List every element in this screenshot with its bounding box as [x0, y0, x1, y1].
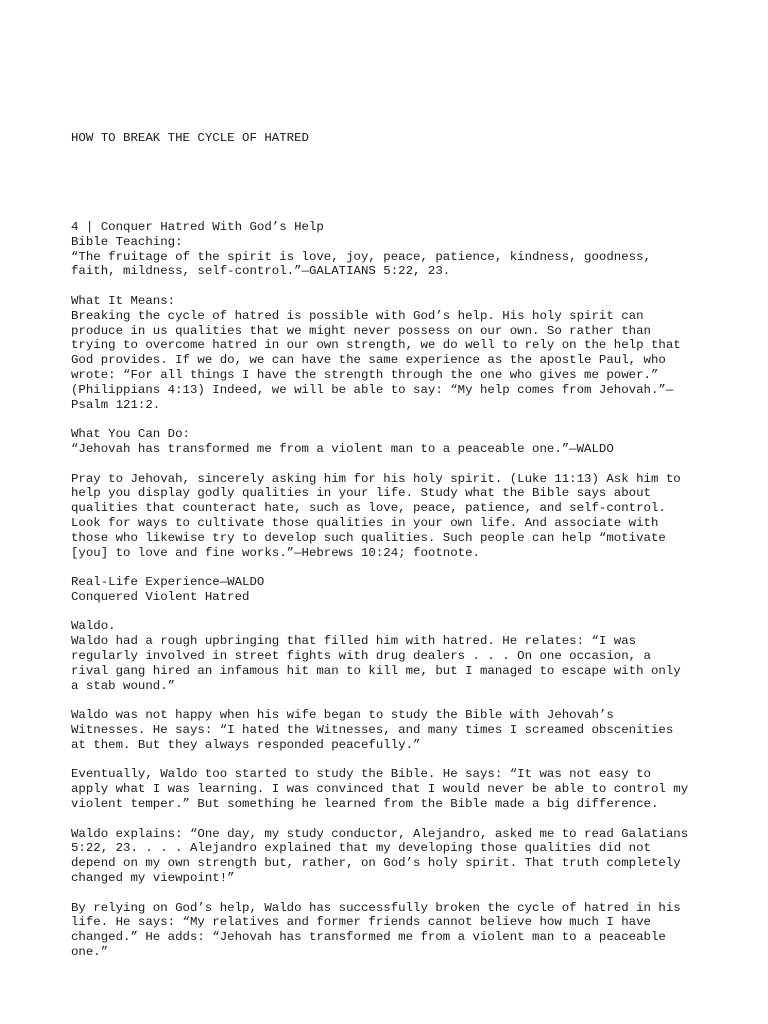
text-line: Waldo explains: “One day, my study conductor, Alejandro, asked me to read Galatians	[71, 826, 689, 841]
text-line: Look for ways to cultivate those qualities in your own life. And associate with	[71, 515, 659, 530]
text-line: Waldo had a rough upbringing that filled him with hatred. He relates: “I was	[71, 634, 637, 649]
text-line: changed.” He adds: “Jehovah has transformed me from a violent man to a peaceable	[71, 930, 666, 945]
text-line: Waldo was not happy when his wife began to study the Bible with Jehovah’s	[71, 708, 614, 723]
text-line: Waldo.	[71, 619, 116, 634]
text-line: help you display godly qualities in your life. Study what the Bible says about	[71, 486, 651, 501]
text-line: “The fruitage of the spirit is love, joy, peace, patience, kindness, goodness,	[71, 249, 651, 264]
text-line: What You Can Do:	[71, 427, 190, 442]
text-line: God provides. If we do, we can have the same experience as the apostle Paul, who	[71, 353, 666, 368]
text-line: By relying on God’s help, Waldo has successfully broken the cycle of hatred in his	[71, 900, 681, 915]
text-line: Psalm 121:2.	[71, 397, 161, 412]
text-line: changed my viewpoint!”	[71, 871, 235, 886]
paragraph	[71, 901, 731, 960]
text-line: [you] to love and fine works.”—Hebrews 10:24; footnote.	[71, 545, 480, 560]
text-line: Witnesses. He says: “I hated the Witnesses, and many times I screamed obscenities	[71, 723, 674, 738]
paragraph	[71, 767, 731, 811]
document-title: HOW TO BREAK THE CYCLE OF HATRED	[71, 131, 309, 146]
paragraph	[71, 827, 731, 886]
text-line: depend on my own strength but, rather, on God’s holy spirit. That truth completely	[71, 856, 681, 871]
text-line: What It Means:	[71, 293, 176, 308]
text-line: rival gang hired an infamous hit man to kill me, but I managed to escape with only	[71, 663, 681, 678]
text-line: regularly involved in street fights with drug dealers . . . On one occasion, a	[71, 649, 651, 664]
paragraph	[71, 575, 731, 605]
text-line: Bible Teaching:	[71, 234, 183, 249]
paragraph	[71, 220, 731, 279]
text-line: “Jehovah has transformed me from a violent man to a peaceable one.”—WALDO	[71, 441, 614, 456]
text-line: a stab wound.”	[71, 678, 176, 693]
text-line: those who likewise try to develop such qualities. Such people can help “motivate	[71, 530, 666, 545]
text-line: Conquered Violent Hatred	[71, 589, 250, 604]
text-line: Real-Life Experience—WALDO	[71, 575, 265, 590]
text-line: qualities that counteract hate, such as love, peace, patience, and self-control.	[71, 501, 666, 516]
text-line: wrote: “For all things I have the strength through the one who gives me power.”	[71, 367, 659, 382]
document-page	[71, 72, 731, 989]
document-title-block	[71, 102, 731, 176]
paragraph	[71, 708, 731, 752]
text-line: violent temper.” But something he learned from the Bible made a big difference.	[71, 797, 659, 812]
text-line: Eventually, Waldo too started to study the Bible. He says: “It was not easy to	[71, 767, 651, 782]
text-line: (Philippians 4:13) Indeed, we will be able to say: “My help comes from Jehovah.”—	[71, 382, 674, 397]
text-line: life. He says: “My relatives and former friends cannot believe how much I have	[71, 915, 651, 930]
text-line: 4 | Conquer Hatred With God’s Help	[71, 219, 324, 234]
text-line: produce in us qualities that we might never possess on our own. So rather than	[71, 323, 651, 338]
text-line: faith, mildness, self-control.”—GALATIANS 5:22, 23.	[71, 264, 451, 279]
paragraph	[71, 472, 731, 561]
text-line: one.”	[71, 945, 109, 960]
text-line: at them. But they always responded peacefully.”	[71, 737, 421, 752]
text-line: 5:22, 23. . . . Alejandro explained that my developing those qualities did not	[71, 841, 651, 856]
text-line: Breaking the cycle of hatred is possible with God’s help. His holy spirit can	[71, 308, 644, 323]
text-line: Pray to Jehovah, sincerely asking him for his holy spirit. (Luke 11:13) Ask him to	[71, 471, 681, 486]
text-line: apply what I was learning. I was convinced that I would never be able to control my	[71, 782, 689, 797]
document-body	[71, 220, 731, 960]
paragraph	[71, 619, 731, 693]
text-line: trying to overcome hatred in our own strength, we do well to rely on the help that	[71, 338, 681, 353]
paragraph	[71, 294, 731, 412]
paragraph	[71, 427, 731, 457]
